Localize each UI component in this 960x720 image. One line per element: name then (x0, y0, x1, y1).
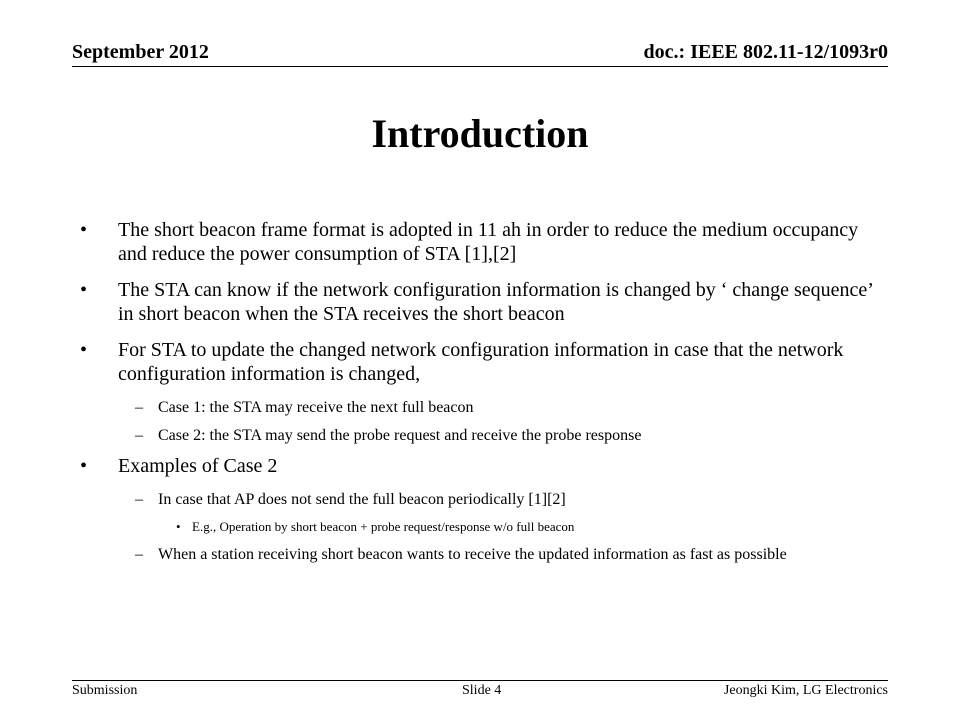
bullet-text: Examples of Case 2 (118, 455, 278, 477)
bullet-item (80, 454, 880, 478)
footer-submission: Submission (72, 683, 138, 698)
header-rule (72, 66, 888, 67)
sub-bullet-text: When a station receiving short beacon wants to receive the updated information as fast as possible (158, 546, 787, 563)
bullet-item (80, 278, 880, 326)
bullet-dot-icon: • (80, 339, 88, 361)
slide-title: Introduction (371, 111, 589, 156)
bullet-dot-icon: • (80, 455, 88, 477)
slide-body (80, 218, 880, 573)
header-doc-id: doc.: IEEE 802.11-12/1093r0 (643, 41, 888, 63)
bullet-item (80, 338, 880, 386)
bullet-item (80, 218, 880, 266)
sub-bullet-text: Case 1: the STA may receive the next full beacon (158, 399, 474, 416)
dash-icon: – (135, 427, 143, 444)
dash-icon: – (135, 399, 143, 416)
header-date: September 2012 (72, 41, 209, 63)
bullet-dot-icon: • (176, 519, 181, 534)
bullet-dot-icon: • (80, 219, 88, 241)
sub-sub-bullet-text: E.g., Operation by short beacon + probe request/response w/o full beacon (192, 519, 575, 534)
footer-author: Jeongki Kim, LG Electronics (723, 683, 888, 698)
sub-bullet-item (80, 545, 880, 565)
dash-icon: – (135, 546, 143, 563)
sub-bullet-item (80, 398, 880, 418)
bullet-dot-icon: • (80, 279, 88, 301)
bullet-text: The STA can know if the network configuration information is changed by ‘ change sequence’ in short beacon when the STA receives the short beacon (118, 279, 873, 325)
sub-bullet-text: Case 2: the STA may send the probe request and receive the probe response (158, 427, 642, 444)
sub-bullet-text: In case that AP does not send the full beacon periodically [1][2] (158, 491, 566, 508)
dash-icon: – (135, 491, 143, 508)
sub-sub-bullet-item (80, 518, 880, 535)
footer-slide-number: Slide 4 (462, 683, 502, 698)
bullet-text: For STA to update the changed network configuration information in case that the network configuration information is changed, (118, 339, 844, 385)
footer-rule (72, 680, 888, 681)
bullet-text: The short beacon frame format is adopted in 11 ah in order to reduce the medium occupancy and reduce the power consumption of STA [1],[2] (118, 219, 859, 265)
sub-bullet-item (80, 426, 880, 446)
sub-bullet-item (80, 490, 880, 510)
